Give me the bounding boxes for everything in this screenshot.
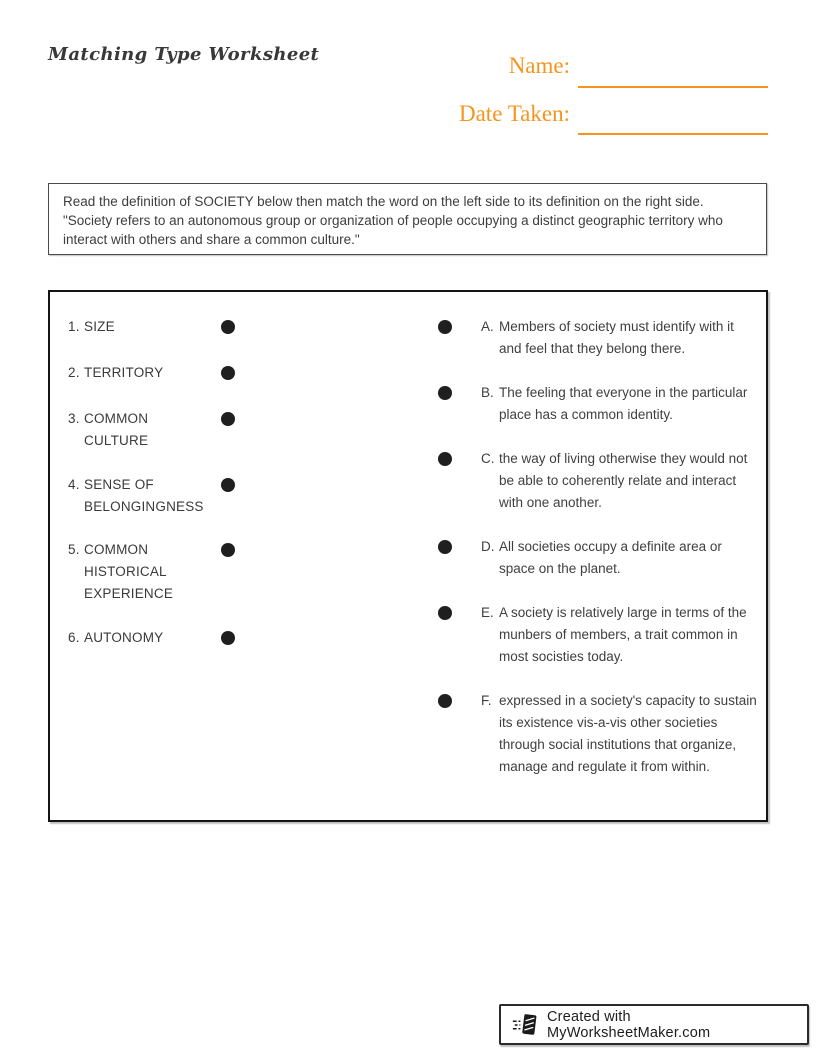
term-item-1 [68, 316, 218, 338]
instruction-text: Read the definition of SOCIETY below then match the word on the left side to its definition on the right side. "Society refers to an autonomous group or organization of people occupying a distinct geographic territory who interact with others and share a common culture." [63, 194, 723, 247]
term-number: 6. [68, 630, 80, 645]
match-dot-term-6[interactable] [221, 631, 235, 645]
term-number: 2. [68, 365, 80, 380]
match-dot-term-4[interactable] [221, 478, 235, 492]
credit-badge [499, 1004, 809, 1045]
definition-letter: E. [481, 605, 494, 620]
term-item-6 [68, 627, 218, 649]
term-item-4 [68, 474, 218, 518]
definition-text: expressed in a society's capacity to sustain its existence vis-a-vis other societies through social institutions that organize, manage and regulate it from within. [499, 693, 757, 774]
match-dot-term-3[interactable] [221, 412, 235, 426]
term-number: 5. [68, 542, 80, 557]
definition-text: Members of society must identify with it and feel that they belong there. [499, 319, 734, 356]
definition-letter: D. [481, 539, 495, 554]
definition-item-e [481, 602, 766, 668]
term-number: 4. [68, 477, 80, 492]
definition-text: A society is relatively large in terms of the munbers of members, a trait common in most socisties today. [499, 605, 747, 664]
definition-item-c [481, 448, 766, 514]
definition-letter: C. [481, 451, 495, 466]
matching-area [48, 290, 768, 822]
term-item-2 [68, 362, 218, 384]
term-number: 1. [68, 319, 80, 334]
match-dot-term-1[interactable] [221, 320, 235, 334]
term-label: COMMON CULTURE [84, 411, 149, 448]
match-dot-def-a[interactable] [438, 320, 452, 334]
name-field-label: Name: [508, 53, 570, 78]
definition-text: All societies occupy a definite area or space on the planet. [499, 539, 722, 576]
definition-item-a [481, 316, 766, 360]
match-dot-term-2[interactable] [221, 366, 235, 380]
definition-text: the way of living otherwise they would not be able to coherently relate and interact with one another. [499, 451, 748, 510]
match-dot-def-b[interactable] [438, 386, 452, 400]
term-label: SIZE [84, 319, 115, 334]
match-dot-def-d[interactable] [438, 540, 452, 554]
term-item-3 [68, 408, 218, 452]
instruction-box [48, 183, 767, 255]
date-taken-field-label: Date Taken: [458, 101, 570, 126]
match-dot-def-c[interactable] [438, 452, 452, 466]
term-label: TERRITORY [84, 365, 164, 380]
term-label: AUTONOMY [84, 630, 164, 645]
match-dot-def-f[interactable] [438, 694, 452, 708]
page-title: Matching Type Worksheet [48, 44, 320, 65]
credit-text: Created with MyWorksheetMaker.com [547, 1008, 711, 1041]
definition-item-b [481, 382, 766, 426]
date-taken-fill-line[interactable] [578, 133, 768, 135]
match-dot-def-e[interactable] [438, 606, 452, 620]
definition-letter: B. [481, 385, 494, 400]
definition-item-f [481, 690, 766, 778]
definition-letter: A. [481, 319, 494, 334]
match-dot-term-5[interactable] [221, 543, 235, 557]
term-number: 3. [68, 411, 80, 426]
term-item-5 [68, 539, 218, 605]
definition-item-d [481, 536, 766, 580]
term-label: SENSE OF BELONGINGNESS [84, 477, 204, 514]
name-fill-line[interactable] [578, 86, 768, 88]
worksheet-maker-logo-icon [511, 1010, 541, 1040]
definition-text: The feeling that everyone in the particular place has a common identity. [499, 385, 748, 422]
term-label: COMMON HISTORICAL EXPERIENCE [84, 542, 174, 601]
definition-letter: F. [481, 693, 492, 708]
